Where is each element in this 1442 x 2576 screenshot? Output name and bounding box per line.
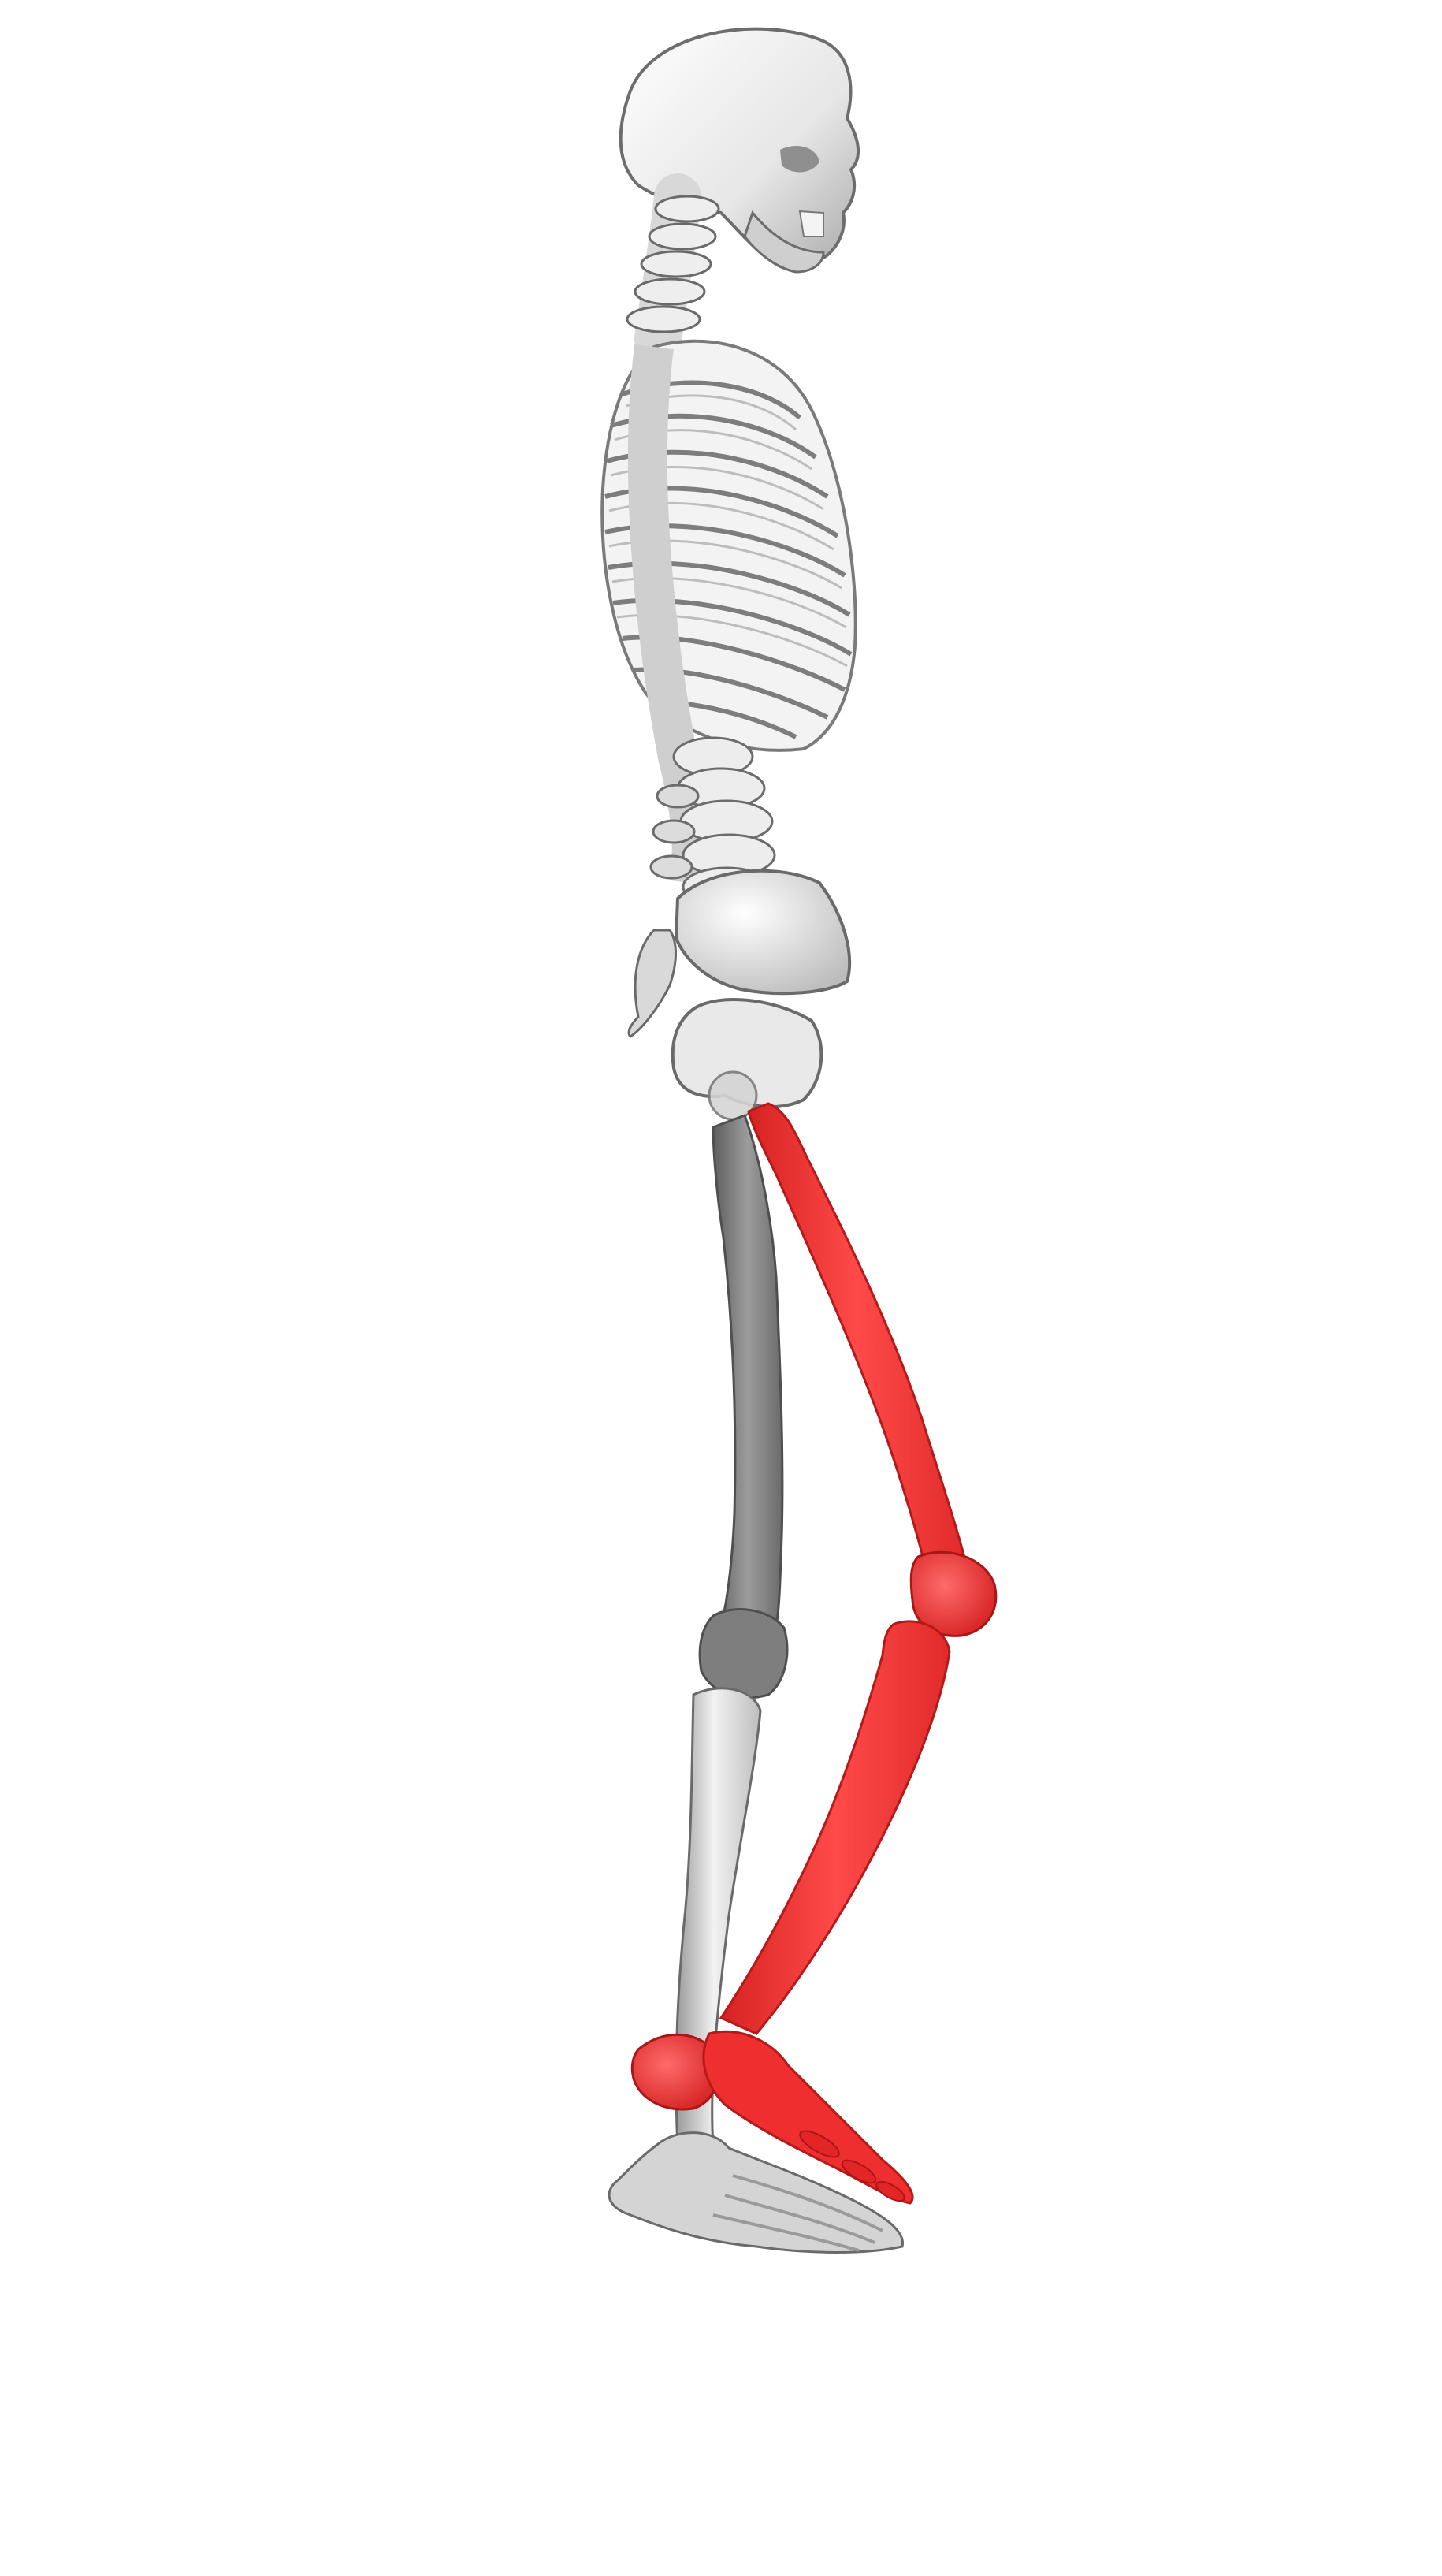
teeth — [800, 211, 823, 236]
sacrum — [629, 930, 675, 1037]
left-knee — [700, 1610, 787, 1698]
left-femur — [713, 1115, 782, 1628]
cervical-spine — [627, 196, 719, 339]
right-leg-highlighted — [632, 1104, 995, 2205]
iliac-crest — [676, 871, 849, 993]
pelvis — [629, 871, 849, 1119]
